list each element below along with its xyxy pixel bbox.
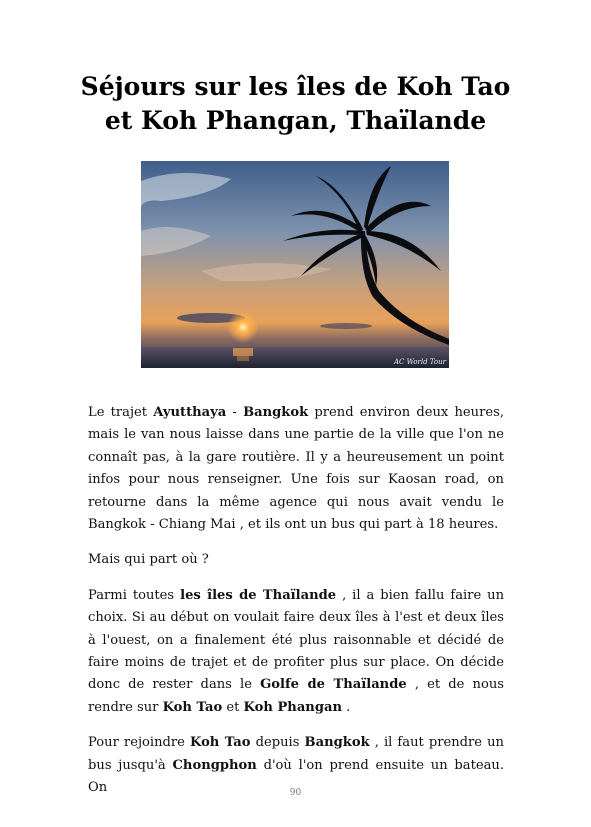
bold-text: les îles de Thaïlande	[180, 587, 337, 603]
text-run: Parmi toutes	[88, 587, 181, 603]
sunset-palm-image	[141, 161, 449, 368]
text-run: et	[222, 699, 244, 715]
text-run: Pour rejoindre	[88, 735, 190, 751]
bold-text: Koh Phangan	[243, 699, 342, 715]
text-run: , il a bien fallu faire un choix. Si au début on voulait faire deux îles à l'est et deux îles à l'ouest, on a finalement été plus raisonnable et décidé de faire moins de trajet et de profiter plus sur place. On décide donc de rester dans le	[88, 587, 504, 693]
body-paragraph	[88, 402, 504, 536]
body-paragraph	[88, 549, 504, 571]
text-run: , il faut prendre un bus jusqu'à	[88, 735, 504, 773]
bold-text: Bangkok	[304, 735, 370, 751]
body-paragraph	[88, 585, 504, 719]
text-run: depuis	[250, 735, 305, 751]
bold-text: Bangkok	[243, 405, 309, 420]
text-run: prend environ deux heures, mais le van nous laisse dans une partie de la ville que l'on ne connaît pas, à la gare routière. Il y a heureusement un point infos pour nous renseigner. Une fois sur Kaosan road, on retourne dans la même agence qui nous avait vendu le Bangkok - Chiang Mai , et ils ont un bus qui part à 18 heures.	[88, 405, 504, 533]
bold-text: Koh Tao	[162, 699, 223, 715]
title-line-1: Séjours sur les îles de Koh Tao	[80, 72, 511, 101]
photo-watermark: AC World Tour	[393, 358, 446, 366]
bold-text: Chongphon	[172, 757, 257, 773]
page-number: 90	[289, 788, 302, 798]
article-body	[88, 402, 504, 813]
page-title	[40, 70, 551, 138]
text-run: Mais qui part où ?	[88, 552, 209, 568]
bold-text: Ayutthaya	[153, 405, 227, 420]
text-run: .	[341, 699, 351, 715]
text-run: d'où l'on prend ensuite un bateau. On	[88, 757, 505, 796]
text-run: Le trajet	[88, 405, 154, 420]
bold-text: Golfe de Thaïlande	[260, 677, 407, 693]
title-line-2: et Koh Phangan, Thaïlande	[104, 106, 487, 135]
bold-text: Koh Tao	[189, 735, 251, 751]
text-run: , et de nous rendre sur	[88, 677, 505, 715]
text-run: -	[226, 405, 244, 420]
sunset-palm-photo	[141, 161, 449, 368]
